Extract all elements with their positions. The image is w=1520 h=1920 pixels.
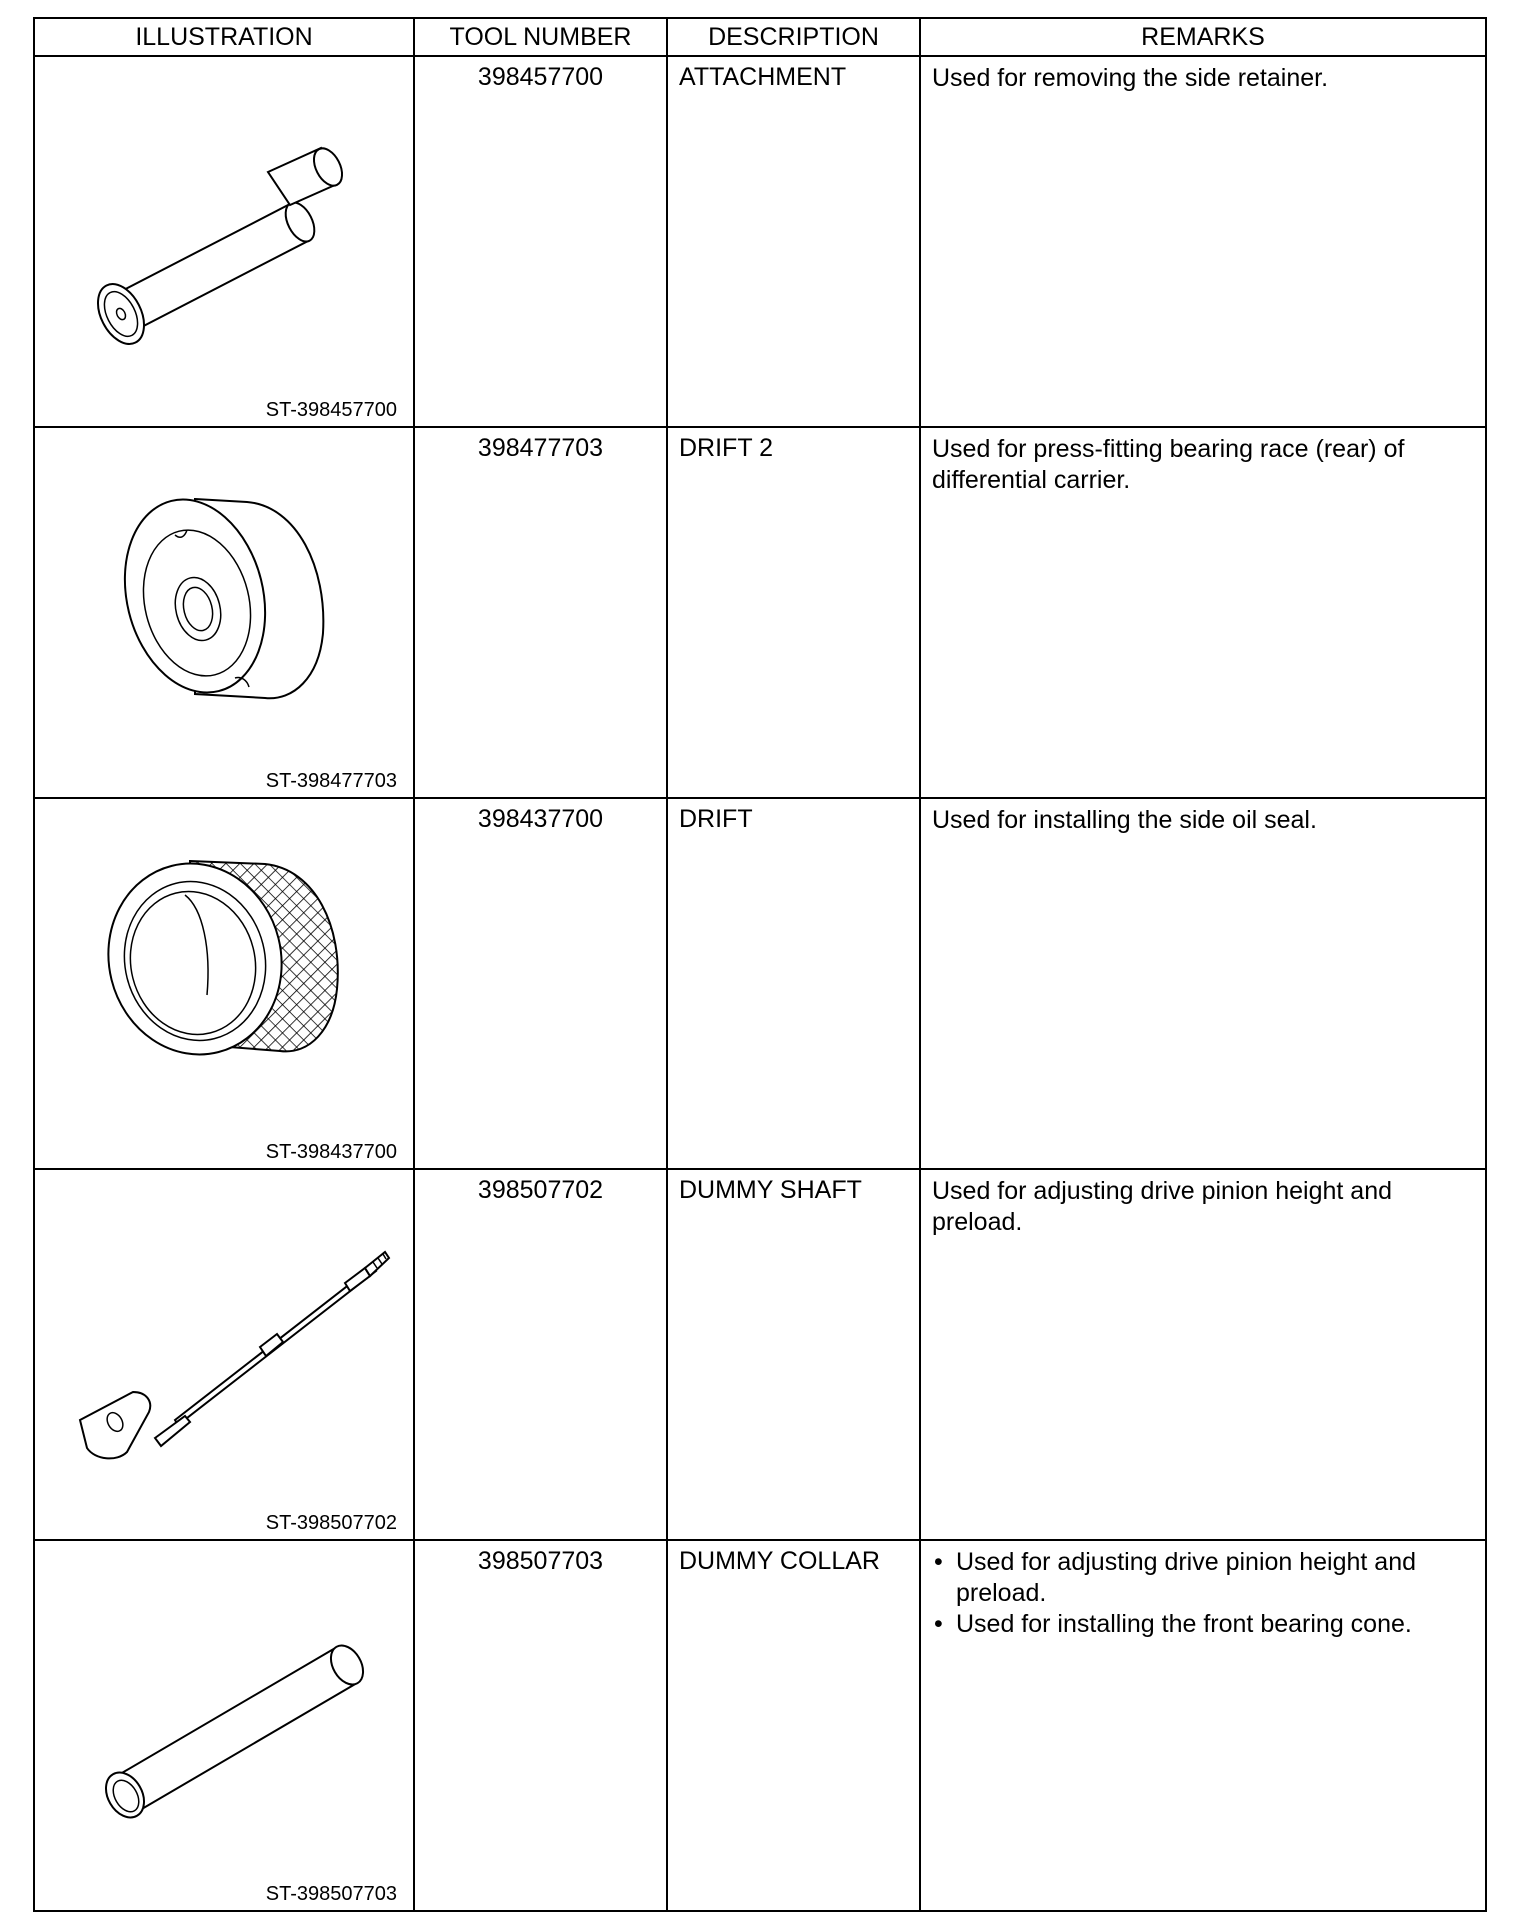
tool-remarks: Used for installing the side oil seal. [920,798,1486,1169]
table-row [34,1169,1486,1540]
table-row [34,427,1486,798]
header-illustration: ILLUSTRATION [34,18,414,56]
dummy-shaft-icon [35,1170,413,1539]
tool-remarks: Used for removing the side retainer. [920,56,1486,427]
tool-description: DRIFT [667,798,920,1169]
cylindrical-attachment-icon [35,57,413,426]
header-description: DESCRIPTION [667,18,920,56]
special-tools-table [33,17,1487,1912]
illustration-code: ST-398477703 [265,770,397,792]
illustration-code: ST-398507703 [265,1883,397,1905]
remarks-list [932,1547,1475,1640]
tool-remarks: Used for adjusting drive pinion height and preload. [920,1169,1486,1540]
tool-description: ATTACHMENT [667,56,920,427]
ring-drift-icon [35,428,413,797]
knurled-drift-icon [35,799,413,1168]
tool-number: 398507703 [414,1540,667,1911]
table-row [34,798,1486,1169]
remark-item: • Used for adjusting drive pinion height and preload. [932,1547,1475,1609]
table-row [34,1540,1486,1911]
header-tool-number: TOOL NUMBER [414,18,667,56]
table-header-row [34,18,1486,56]
illustration-cell [34,56,414,427]
illustration-cell [34,1169,414,1540]
illustration-cell [34,427,414,798]
tool-remarks [920,1540,1486,1911]
table-row [34,56,1486,427]
remark-item: • Used for installing the front bearing cone. [932,1609,1475,1640]
header-remarks: REMARKS [920,18,1486,56]
tool-number: 398457700 [414,56,667,427]
tool-number: 398507702 [414,1169,667,1540]
tool-description: DUMMY SHAFT [667,1169,920,1540]
tool-remarks: Used for press-fitting bearing race (rear) of differential carrier. [920,427,1486,798]
tool-number: 398437700 [414,798,667,1169]
tool-number: 398477703 [414,427,667,798]
illustration-cell [34,1540,414,1911]
illustration-code: ST-398507702 [265,1512,397,1534]
dummy-collar-icon [35,1541,413,1910]
illustration-cell [34,798,414,1169]
tool-description: DUMMY COLLAR [667,1540,920,1911]
tool-description: DRIFT 2 [667,427,920,798]
illustration-code: ST-398457700 [265,399,397,421]
illustration-code: ST-398437700 [265,1141,397,1163]
